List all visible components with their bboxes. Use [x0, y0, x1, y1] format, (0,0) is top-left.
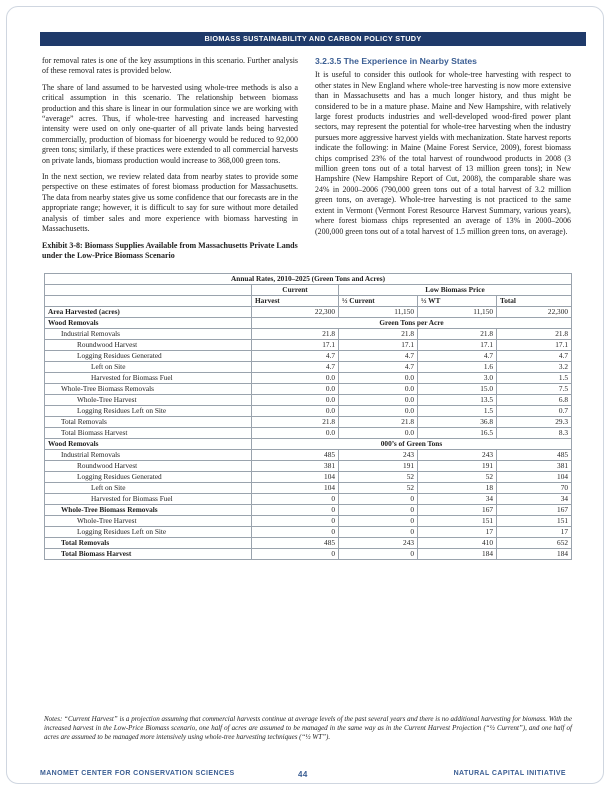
row-label: Logging Residues Generated — [45, 472, 252, 483]
table-cell: 151 — [418, 516, 497, 527]
table-cell: 36.8 — [418, 417, 497, 428]
table-cell: 0.0 — [252, 428, 339, 439]
row-label: Roundwood Harvest — [45, 461, 252, 472]
table-cell: 0 — [339, 527, 418, 538]
table-cell: 13.5 — [418, 395, 497, 406]
table-cell: 243 — [339, 450, 418, 461]
footer-initiative: NATURAL CAPITAL INITIATIVE — [453, 770, 566, 777]
table-cell: 0.0 — [339, 406, 418, 417]
table-cell: 485 — [252, 538, 339, 549]
table-cell: 17.1 — [252, 340, 339, 351]
table-cell: 17 — [418, 527, 497, 538]
col-header-half-current: ½ Current — [339, 296, 418, 307]
table-row — [45, 395, 572, 406]
table-cell: 21.8 — [252, 329, 339, 340]
table-row — [45, 373, 572, 384]
table-cell: 21.8 — [497, 329, 572, 340]
row-label: Total Biomass Harvest — [45, 549, 252, 560]
row-label: Left on Site — [45, 483, 252, 494]
table-cell: 11,150 — [418, 307, 497, 318]
table-cell: 1.5 — [418, 406, 497, 417]
section-heading: 3.2.3.5 The Experience in Nearby States — [315, 56, 477, 66]
table-row — [45, 351, 572, 362]
table-row — [45, 472, 572, 483]
table-cell: 0.0 — [339, 384, 418, 395]
table-cell: 1.5 — [497, 373, 572, 384]
table-cell: 6.8 — [497, 395, 572, 406]
table-cell: 4.7 — [497, 351, 572, 362]
table-cell: 0.7 — [497, 406, 572, 417]
left-column — [42, 56, 298, 262]
table-cell: 4.7 — [418, 351, 497, 362]
table-cell: 22,300 — [497, 307, 572, 318]
table-cell: 0 — [252, 505, 339, 516]
table-cell: 52 — [339, 472, 418, 483]
table-row — [45, 417, 572, 428]
table-cell: 381 — [252, 461, 339, 472]
table-row — [45, 340, 572, 351]
table-row — [45, 362, 572, 373]
row-label: Logging Residues Generated — [45, 351, 252, 362]
table-cell: 0 — [339, 505, 418, 516]
table-cell: 52 — [339, 483, 418, 494]
table-cell: 29.3 — [497, 417, 572, 428]
running-header: BIOMASS SUSTAINABILITY AND CARBON POLICY STUDY — [40, 32, 586, 46]
paragraph: In the next section, we review related data from nearby states to provide some perspective on these estimates of forest biomass production for Massachusetts. The data from nearby states give us some confidence that our forecasts are in the appropriate range; however, it is difficult to say for sure without more detailed analysis of timber sales and more experience with biomass harvesting in Massachusetts. — [42, 172, 298, 234]
table-cell: 104 — [252, 483, 339, 494]
table-cell: 1.6 — [418, 362, 497, 373]
table-cell: 410 — [418, 538, 497, 549]
row-label: Logging Residues Left on Site — [45, 406, 252, 417]
table-cell: 0.0 — [339, 395, 418, 406]
table-cell: 0.0 — [252, 406, 339, 417]
exhibit-caption: Exhibit 3-8: Biomass Supplies Available from Massachusetts Private Lands under the Low-Price Biomass Scenario — [42, 240, 298, 261]
row-label: Total Biomass Harvest — [45, 428, 252, 439]
table-cell: 184 — [418, 549, 497, 560]
table-cell: 7.5 — [497, 384, 572, 395]
table-cell: 22,300 — [252, 307, 339, 318]
table-cell: 0 — [339, 494, 418, 505]
table-cell: 18 — [418, 483, 497, 494]
table-cell: 191 — [339, 461, 418, 472]
table-row — [45, 461, 572, 472]
table-cell: 104 — [252, 472, 339, 483]
row-label: Total Removals — [45, 417, 252, 428]
row-label: Whole-Tree Harvest — [45, 516, 252, 527]
table-row — [45, 538, 572, 549]
table-row — [45, 505, 572, 516]
table-cell: 11,150 — [339, 307, 418, 318]
right-column — [315, 56, 571, 243]
table-group-low-price: Low Biomass Price — [339, 285, 572, 296]
table-cell: 0.0 — [252, 384, 339, 395]
table-row — [45, 483, 572, 494]
table-cell: 191 — [418, 461, 497, 472]
table-body — [45, 307, 572, 560]
table-cell: 652 — [497, 538, 572, 549]
table-row — [45, 307, 572, 318]
row-label: Wood Removals — [45, 318, 252, 329]
row-unit-heading: Green Tons per Acre — [252, 318, 572, 329]
table-cell: 151 — [497, 516, 572, 527]
footer-organization: MANOMET CENTER FOR CONSERVATION SCIENCES — [40, 770, 235, 777]
table-cell: 17.1 — [339, 340, 418, 351]
table-cell: 0 — [252, 516, 339, 527]
table-row — [45, 527, 572, 538]
row-unit-heading: 000’s of Green Tons — [252, 439, 572, 450]
table-cell: 243 — [339, 538, 418, 549]
table-row — [45, 428, 572, 439]
table-cell: 4.7 — [339, 362, 418, 373]
table-cell: 17.1 — [497, 340, 572, 351]
row-label: Harvested for Biomass Fuel — [45, 494, 252, 505]
table-cell: 17 — [497, 527, 572, 538]
table-row — [45, 549, 572, 560]
table-cell: 52 — [418, 472, 497, 483]
table-row — [45, 450, 572, 461]
biomass-supply-table — [44, 273, 572, 560]
table-row — [45, 329, 572, 340]
row-label: Roundwood Harvest — [45, 340, 252, 351]
table-cell: 0 — [339, 549, 418, 560]
table-cell: 381 — [497, 461, 572, 472]
table-cell: 0.0 — [252, 395, 339, 406]
page-number: 44 — [298, 770, 308, 779]
table-cell: 243 — [418, 450, 497, 461]
row-label: Industrial Removals — [45, 450, 252, 461]
table-cell: 3.0 — [418, 373, 497, 384]
table-cell: 17.1 — [418, 340, 497, 351]
table-cell: 21.8 — [339, 329, 418, 340]
table-cell: 15.0 — [418, 384, 497, 395]
table-cell: 4.7 — [252, 362, 339, 373]
table-row — [45, 384, 572, 395]
table-header-blank — [45, 285, 252, 296]
table-cell: 3.2 — [497, 362, 572, 373]
row-label: Logging Residues Left on Site — [45, 527, 252, 538]
row-label: Left on Site — [45, 362, 252, 373]
table-cell: 16.5 — [418, 428, 497, 439]
table-cell: 104 — [497, 472, 572, 483]
table-cell: 0.0 — [339, 373, 418, 384]
row-label: Wood Removals — [45, 439, 252, 450]
table-cell: 21.8 — [418, 329, 497, 340]
table-cell: 21.8 — [252, 417, 339, 428]
col-header-harvest: Harvest — [252, 296, 339, 307]
table-group-current: Current — [252, 285, 339, 296]
table-cell: 8.3 — [497, 428, 572, 439]
paragraph: It is useful to consider this outlook for whole-tree harvesting with respect to other states in New England where whole-tree harvesting is now more extensive than in Massachusetts and has a much longer history, and thus might be considered to be in a mature phase. Maine and New Hampshire, with relatively large forest products industries and well-developed wood-fired power plant sectors, may represent the potential for whole-tree harvesting when the industry pursues more aggressive harvest yields with mechanization. State harvest reports indicate the following: in Maine (Maine Forest Service, 2009), forest biomass chips comprised 23% of the total harvest of roundwood products in 2008 (3 million green tons out of a total harvest of 13 million green tons); in New Hampshire (New Hampshire Report of Cut, 2008), the comparable share was 24% in 2000–2006 (790,000 green tons out of a total harvest of 3.2 million green tons, on average). Whole-tree harvesting is not practiced to the same extent in Vermont (Vermont Forest Resource Harvest Summary, various years), where forest biomass chips represented an average of 13% in 2000–2006 (200,000 green tons out of a total harvest of 1.5 million green tons, on average). — [315, 70, 571, 236]
table-cell: 0 — [252, 494, 339, 505]
table-row — [45, 494, 572, 505]
row-label: Harvested for Biomass Fuel — [45, 373, 252, 384]
col-header-half-wt: ½ WT — [418, 296, 497, 307]
table-cell: 0.0 — [339, 428, 418, 439]
table-cell: 167 — [497, 505, 572, 516]
table-header-blank — [45, 296, 252, 307]
table-cell: 4.7 — [339, 351, 418, 362]
table-cell: 0.0 — [252, 373, 339, 384]
table-cell: 21.8 — [339, 417, 418, 428]
row-label: Whole-Tree Harvest — [45, 395, 252, 406]
table-cell: 485 — [252, 450, 339, 461]
table-cell: 0 — [339, 516, 418, 527]
row-label: Whole-Tree Biomass Removals — [45, 505, 252, 516]
table-row — [45, 439, 572, 450]
paragraph: for removal rates is one of the key assumptions in this scenario. Further analysis of these removal rates is provided below. — [42, 56, 298, 76]
row-label: Industrial Removals — [45, 329, 252, 340]
row-label: Area Harvested (acres) — [45, 307, 252, 318]
table-row — [45, 406, 572, 417]
table-cell: 0 — [252, 527, 339, 538]
table-cell: 34 — [418, 494, 497, 505]
table-cell: 485 — [497, 450, 572, 461]
row-label: Total Removals — [45, 538, 252, 549]
table-notes: Notes: “Current Harvest” is a projection assuming that commercial harvests continue at average levels of the past several years and there is no additional harvesting for biomass. With the increased harvest in the Low-Price Biomass scenario, one half of acres are assumed to be managed in the same way as in the Current Harvest Projection (“½ Current”), and one half of acres are assumed to be managed more intensively using whole-tree harvesting techniques (“½ WT”). — [44, 715, 572, 742]
table-row — [45, 516, 572, 527]
table-cell: 167 — [418, 505, 497, 516]
table-title: Annual Rates, 2010–2025 (Green Tons and Acres) — [45, 274, 572, 285]
row-label: Whole-Tree Biomass Removals — [45, 384, 252, 395]
table-cell: 4.7 — [252, 351, 339, 362]
paragraph: The share of land assumed to be harvested using whole-tree methods is also a critical assumption in this scenario. The relationship between biomass production and this share is linear in our formulation since we are working with “average” acres. Thus, if whole-tree harvesting and increased harvesting intensity were used on only one-quarter of all private lands being harvested commercially, production of biomass for bioenergy would be reduced to 92,000 green tons; similarly, if these practices were extended to all commercial harvests on private lands, biomass production would increase to 368,000 green tons. — [42, 82, 298, 165]
col-header-total: Total — [497, 296, 572, 307]
table-cell: 70 — [497, 483, 572, 494]
table-cell: 184 — [497, 549, 572, 560]
table-row — [45, 318, 572, 329]
table-cell: 34 — [497, 494, 572, 505]
table-cell: 0 — [252, 549, 339, 560]
